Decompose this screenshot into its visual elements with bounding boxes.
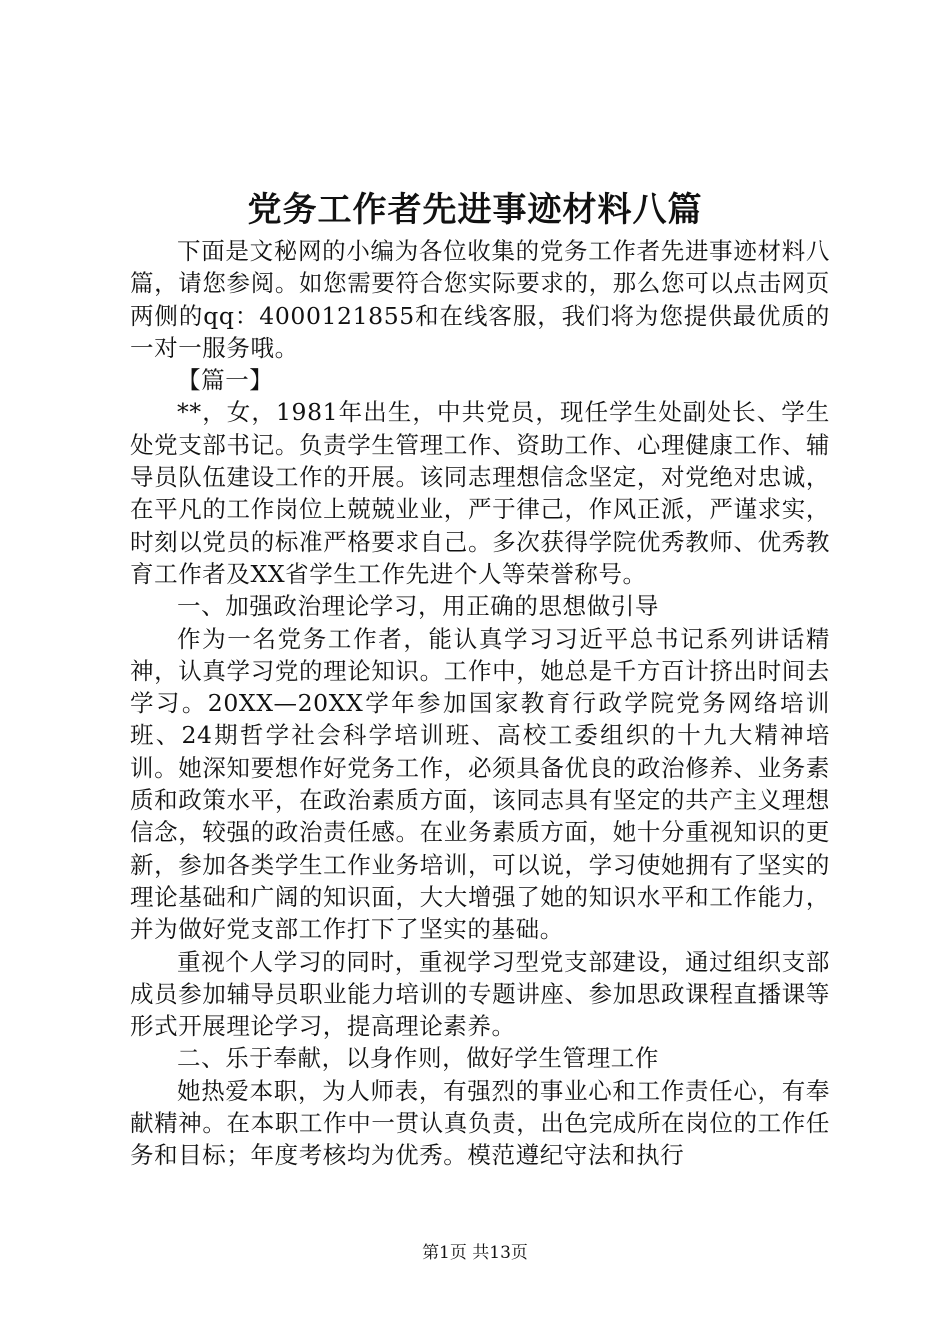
body-paragraph: 她热爱本职，为人师表，有强烈的事业心和工作责任心，有奉献精神。在本职工作中一贯认真负责，出色完成所在岗位的工作任务和目标；年度考核均为优秀。模范遵纪守法和执行 bbox=[130, 1076, 830, 1170]
intro-paragraph: 下面是文秘网的小编为各位收集的党务工作者先进事迹材料八篇，请您参阅。如您需要符合您实际要求的，那么您可以点击网页两侧的qq：4000121855和在线客服，我们将为您提供最优质的一对一服务哦。 bbox=[130, 237, 830, 362]
document-body bbox=[130, 235, 830, 1172]
page-footer: 第1页 共13页 bbox=[422, 1243, 528, 1263]
section-heading: 一、加强政治理论学习，用正确的思想做引导 bbox=[177, 592, 659, 621]
body-paragraph: **，女，1981年出生，中共党员，现任学生处副处长、学生处党支部书记。负责学生管理工作、资助工作、心理健康工作、辅导员队伍建设工作的开展。该同志理想信念坚定，对党绝对忠诚，在平凡的工作岗位上兢兢业业，严于律己，作风正派，严谨求实，时刻以党员的标准严格要求自己。多次获得学院优秀教师、优秀教育工作者及XX省学生工作先进个人等荣誉称号。 bbox=[130, 398, 830, 588]
section-heading: 二、乐于奉献，以身作则，做好学生管理工作 bbox=[177, 1044, 659, 1073]
section-marker: 【篇一】 bbox=[177, 366, 274, 395]
body-paragraph: 作为一名党务工作者，能认真学习习近平总书记系列讲话精神，认真学习党的理论知识。工作中，她总是千方百计挤出时间去学习。20XX—20XX学年参加国家教育行政学院党务网络培训班、24期哲学社会科学培训班、高校工委组织的十九大精神培训。她深知要想作好党务工作，必须具备优良的政治修养、业务素质和政策水平，在政治素质方面，该同志具有坚定的共产主义理想信念，较强的政治责任感。在业务素质方面，她十分重视知识的更新，参加各类学生工作业务培训，可以说，学习使她拥有了坚实的理论基础和广阔的知识面，大大增强了她的知识水平和工作能力，并为做好党支部工作打下了坚实的基础。 bbox=[130, 624, 830, 944]
document-title: 党务工作者先进事迹材料八篇 bbox=[247, 190, 703, 230]
body-paragraph: 重视个人学习的同时，重视学习型党支部建设，通过组织支部成员参加辅导员职业能力培训的专题讲座、参加思政课程直播课等形式开展理论学习，提高理论素养。 bbox=[130, 947, 830, 1041]
